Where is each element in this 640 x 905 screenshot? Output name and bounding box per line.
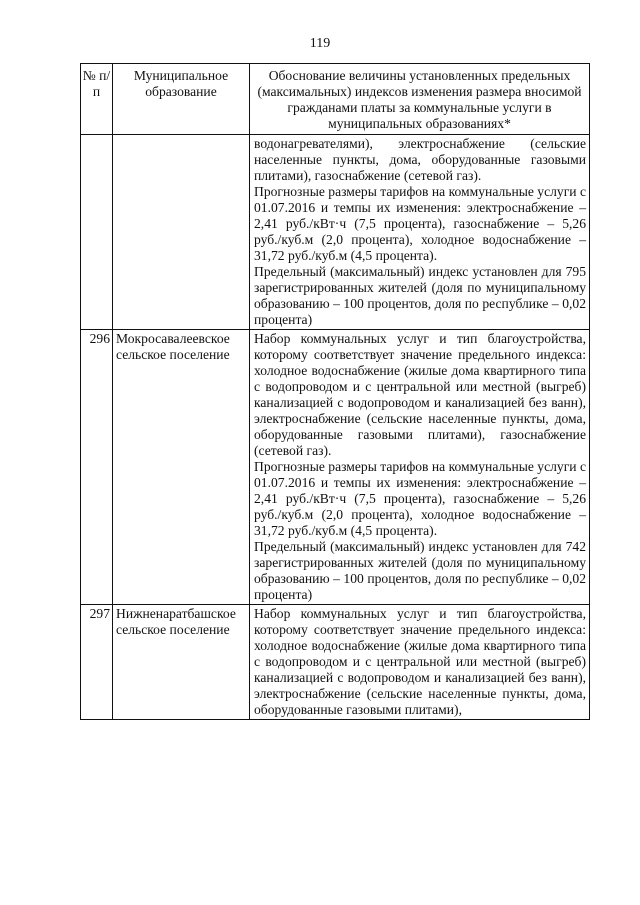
row-justification (250, 330, 590, 605)
justification-paragraph: водонагревателями), электроснабжение (сельские населенные пункты, дома, оборудованные газовыми плитами), газоснабжение (сетевой газ). (254, 136, 586, 183)
header-justification: Обоснование величины установленных предельных (максимальных) индексов изменения размера вносимой гражданами платы за коммунальные услуги в муниципальных образованиях* (250, 64, 590, 135)
table-header-row (81, 64, 590, 135)
tariff-index-table (80, 63, 590, 720)
row-number (81, 135, 113, 330)
table-row (81, 330, 590, 605)
table-row (81, 605, 590, 720)
justification-paragraph: Предельный (максимальный) индекс установлен для 795 зарегистрированных жителей (доля по муниципальному образованию – 100 процентов, доля по республике – 0,02 процента) (254, 264, 586, 327)
row-municipality: Мокросавалеевское сельское поселение (113, 330, 250, 605)
row-municipality: Нижненаратбашское сельское поселение (113, 605, 250, 720)
justification-paragraph: Набор коммунальных услуг и тип благоустройства, которому соответствует значение предельного индекса: холодное водоснабжение (жилые дома квартирного типа с водопроводом и с центральной или местной (выгреб) канализацией с водопроводом и канализацией без ванн), электроснабжение (сельские населенные пункты, дома, оборудованные газовыми плитами), (254, 606, 586, 717)
justification-paragraph: Набор коммунальных услуг и тип благоустройства, которому соответствует значение предельного индекса: холодное водоснабжение (жилые дома квартирного типа с водопроводом и с центральной или местной (выгреб) канализацией с водопроводом и канализацией без ванн), электроснабжение (сельские населенные пункты, дома, оборудованные газовыми плитами), газоснабжение (сетевой газ). (254, 331, 586, 458)
table-row (81, 135, 590, 330)
page-number: 119 (309, 36, 331, 51)
row-number: 296 (81, 330, 113, 605)
row-municipality (113, 135, 250, 330)
row-justification (250, 605, 590, 720)
row-number: 297 (81, 605, 113, 720)
row-justification (250, 135, 590, 330)
header-number: № п/п (81, 64, 113, 135)
header-municipality: Муниципальное образование (113, 64, 250, 135)
justification-paragraph: Прогнозные размеры тарифов на коммунальные услуги с 01.07.2016 и темпы их изменения: электроснабжение – 2,41 руб./кВт·ч (7,5 процента), газоснабжение – 5,26 руб./куб.м (2,0 процента), холодное водоснабжение – 31,72 руб./куб.м (4,5 процента). (254, 184, 586, 263)
justification-paragraph: Предельный (максимальный) индекс установлен для 742 зарегистрированных жителей (доля по муниципальному образованию – 100 процентов, доля по республике – 0,02 процента) (254, 539, 586, 602)
justification-paragraph: Прогнозные размеры тарифов на коммунальные услуги с 01.07.2016 и темпы их изменения: электроснабжение – 2,41 руб./кВт·ч (7,5 процента), газоснабжение – 5,26 руб./куб.м (2,0 процента), холодное водоснабжение – 31,72 руб./куб.м (4,5 процента). (254, 459, 586, 538)
